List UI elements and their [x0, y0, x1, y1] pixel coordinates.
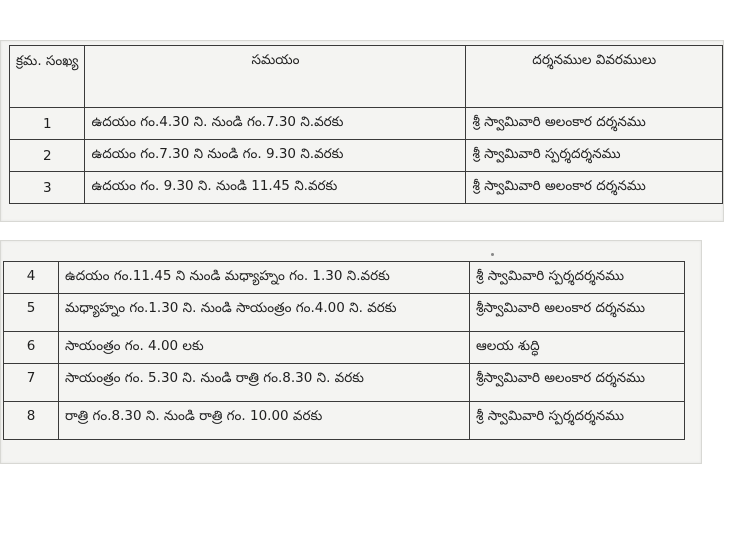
scan-speck — [491, 253, 494, 256]
table-row — [10, 108, 723, 140]
table-row — [4, 364, 685, 402]
table-row — [4, 262, 685, 294]
row-number: 7 — [4, 364, 59, 402]
row-time: ఉదయం గం.11.45 ని నుండి మధ్యాహ్నం గం. 1.30 ని.వరకు — [59, 262, 470, 294]
row-number: 5 — [4, 294, 59, 332]
table-row — [10, 140, 723, 172]
row-number: 3 — [10, 172, 85, 204]
row-darshan: శ్రీస్వామివారి అలంకార దర్శనము — [470, 364, 685, 402]
row-darshan: శ్రీ స్వామివారి స్పర్శదర్శనము — [470, 262, 685, 294]
row-darshan: శ్రీస్వామివారి అలంకార దర్శనము — [470, 294, 685, 332]
row-number: 1 — [10, 108, 85, 140]
row-time: ఉదయం గం.4.30 ని. నుండి గం.7.30 ని.వరకు — [85, 108, 466, 140]
header-darshan: దర్శనముల వివరములు — [466, 46, 723, 108]
schedule-scan-part-2 — [0, 240, 702, 464]
row-time: మధ్యాహ్నం గం.1.30 ని. నుండి సాయంత్రం గం.4.00 ని. వరకు — [59, 294, 470, 332]
row-number: 4 — [4, 262, 59, 294]
row-darshan: శ్రీ స్వామివారి స్పర్శదర్శనము — [466, 140, 723, 172]
table-row — [10, 172, 723, 204]
row-time: సాయంత్రం గం. 4.00 లకు — [59, 332, 470, 364]
row-darshan: శ్రీ స్వామివారి అలంకార దర్శనము — [466, 108, 723, 140]
table-row — [4, 294, 685, 332]
header-time: సమయం — [85, 46, 466, 108]
darshan-schedule-table-2 — [3, 261, 685, 440]
schedule-scan-part-1 — [0, 40, 724, 222]
row-darshan: శ్రీ స్వామివారి అలంకార దర్శనము — [466, 172, 723, 204]
row-darshan: శ్రీ స్వామివారి స్పర్శదర్శనము — [470, 402, 685, 440]
table-header-row — [10, 46, 723, 108]
table-row — [4, 402, 685, 440]
row-number: 6 — [4, 332, 59, 364]
header-serial: క్రమ. సంఖ్య — [10, 46, 85, 108]
row-darshan: ఆలయ శుద్ధి — [470, 332, 685, 364]
row-number: 8 — [4, 402, 59, 440]
row-time: ఉదయం గం. 9.30 ని. నుండి 11.45 ని.వరకు — [85, 172, 466, 204]
table-row — [4, 332, 685, 364]
row-time: రాత్రి గం.8.30 ని. నుండి రాత్రి గం. 10.00 వరకు — [59, 402, 470, 440]
row-time: సాయంత్రం గం. 5.30 ని. నుండి రాత్రి గం.8.30 ని. వరకు — [59, 364, 470, 402]
row-time: ఉదయం గం.7.30 ని నుండి గం. 9.30 ని.వరకు — [85, 140, 466, 172]
darshan-schedule-table-1 — [9, 45, 723, 204]
row-number: 2 — [10, 140, 85, 172]
